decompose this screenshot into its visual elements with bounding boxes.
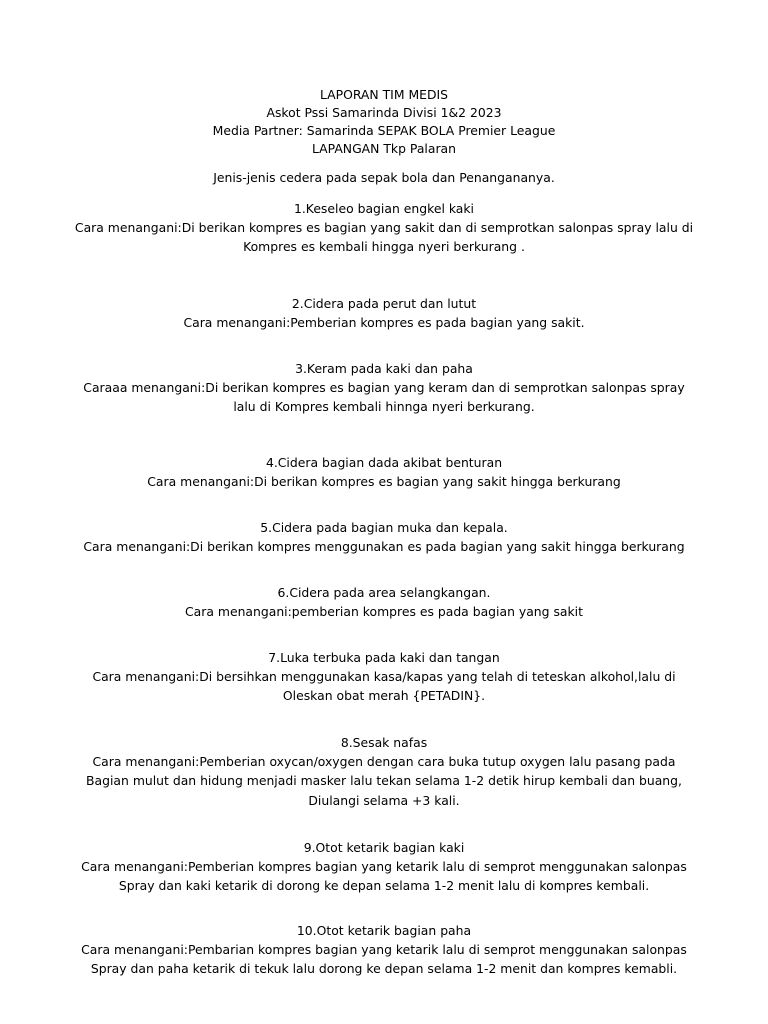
injury-item-1 xyxy=(60,200,708,257)
handling-line: Kompres es kembali hingga nyeri berkurang . xyxy=(243,239,525,254)
report-title: LAPORAN TIM MEDIS xyxy=(319,87,449,102)
injury-title: 8.Sesak nafas xyxy=(340,735,428,750)
injury-title: 5.Cidera pada bagian muka dan kepala. xyxy=(260,520,508,535)
handling-line: Cara menangani:pemberian kompres es pada bagian yang sakit xyxy=(185,604,583,619)
handling-line: Cara menangani:Di berikan kompres es bagian yang sakit hingga berkurang xyxy=(147,474,621,489)
handling-line: Cara menangani:Di berikan kompres es bagian yang sakit dan di semprotkan salonpas spray lalu di xyxy=(74,220,694,235)
report-subtitle: Askot Pssi Samarinda Divisi 1&2 2023 xyxy=(266,105,502,120)
injury-item-9 xyxy=(60,839,708,896)
injury-title: 10.Otot ketarik bagian paha xyxy=(296,923,472,938)
handling-line: Cara menangani:Pembarian kompres bagian yang ketarik lalu di semprot menggunakan salonpas xyxy=(81,942,687,957)
handling-line: Oleskan obat merah {PETADIN}. xyxy=(282,688,486,703)
handling-line: Cara menangani:Pemberian kompres es pada bagian yang sakit. xyxy=(183,315,585,330)
section-intro: Jenis-jenis cedera pada sepak bola dan Penangananya. xyxy=(213,170,555,185)
injury-item-5 xyxy=(60,519,708,556)
media-partner: Media Partner: Samarinda SEPAK BOLA Premier League xyxy=(212,123,556,138)
injury-item-4 xyxy=(60,454,708,491)
document-body xyxy=(60,86,708,979)
injury-item-3 xyxy=(60,360,708,417)
handling-line: Caraaa menangani:Di berikan kompres es bagian yang keram dan di semprotkan salonpas spray xyxy=(83,380,685,395)
handling-line: Cara menangani:Pemberian kompres bagian yang ketarik lalu di semprot menggunakan salonpas xyxy=(81,859,687,874)
handling-line: Spray dan paha ketarik di tekuk lalu dorong ke depan selama 1-2 menit dan kompres kemabli. xyxy=(90,961,678,976)
handling-line: Bagian mulut dan hidung menjadi masker lalu tekan selama 1-2 detik hirup kembali dan buang, xyxy=(86,773,682,788)
handling-line: lalu di Kompres kembali hinnga nyeri berkurang. xyxy=(233,399,535,414)
injury-item-10 xyxy=(60,922,708,979)
field-location: LAPANGAN Tkp Palaran xyxy=(311,141,456,156)
injury-title: 4.Cidera bagian dada akibat benturan xyxy=(265,455,503,470)
injury-title: 6.Cidera pada area selangkangan. xyxy=(277,585,491,600)
handling-line: Cara menangani:Di berikan kompres menggunakan es pada bagian yang sakit hingga berkurang xyxy=(83,539,685,554)
injury-item-8 xyxy=(60,734,708,811)
injury-title: 9.Otot ketarik bagian kaki xyxy=(303,840,465,855)
injury-item-2 xyxy=(60,295,708,332)
injury-title: 3.Keram pada kaki dan paha xyxy=(295,361,473,376)
injury-title: 1.Keseleo bagian engkel kaki xyxy=(293,201,474,216)
injury-item-7 xyxy=(60,649,708,706)
injury-title: 2.Cidera pada perut dan lutut xyxy=(291,296,477,311)
handling-line: Spray dan kaki ketarik di dorong ke depan selama 1-2 menit lalu di kompres kembali. xyxy=(118,878,650,893)
report-header xyxy=(60,86,708,158)
handling-line: Cara menangani:Pemberian oxycan/oxygen dengan cara buka tutup oxygen lalu pasang pada xyxy=(92,754,676,769)
injury-title: 7.Luka terbuka pada kaki dan tangan xyxy=(268,650,500,665)
handling-line: Diulangi selama +3 kali. xyxy=(308,793,460,808)
injury-item-6 xyxy=(60,584,708,621)
handling-line: Cara menangani:Di bersihkan menggunakan kasa/kapas yang telah di teteskan alkohol,lalu di xyxy=(92,669,676,684)
